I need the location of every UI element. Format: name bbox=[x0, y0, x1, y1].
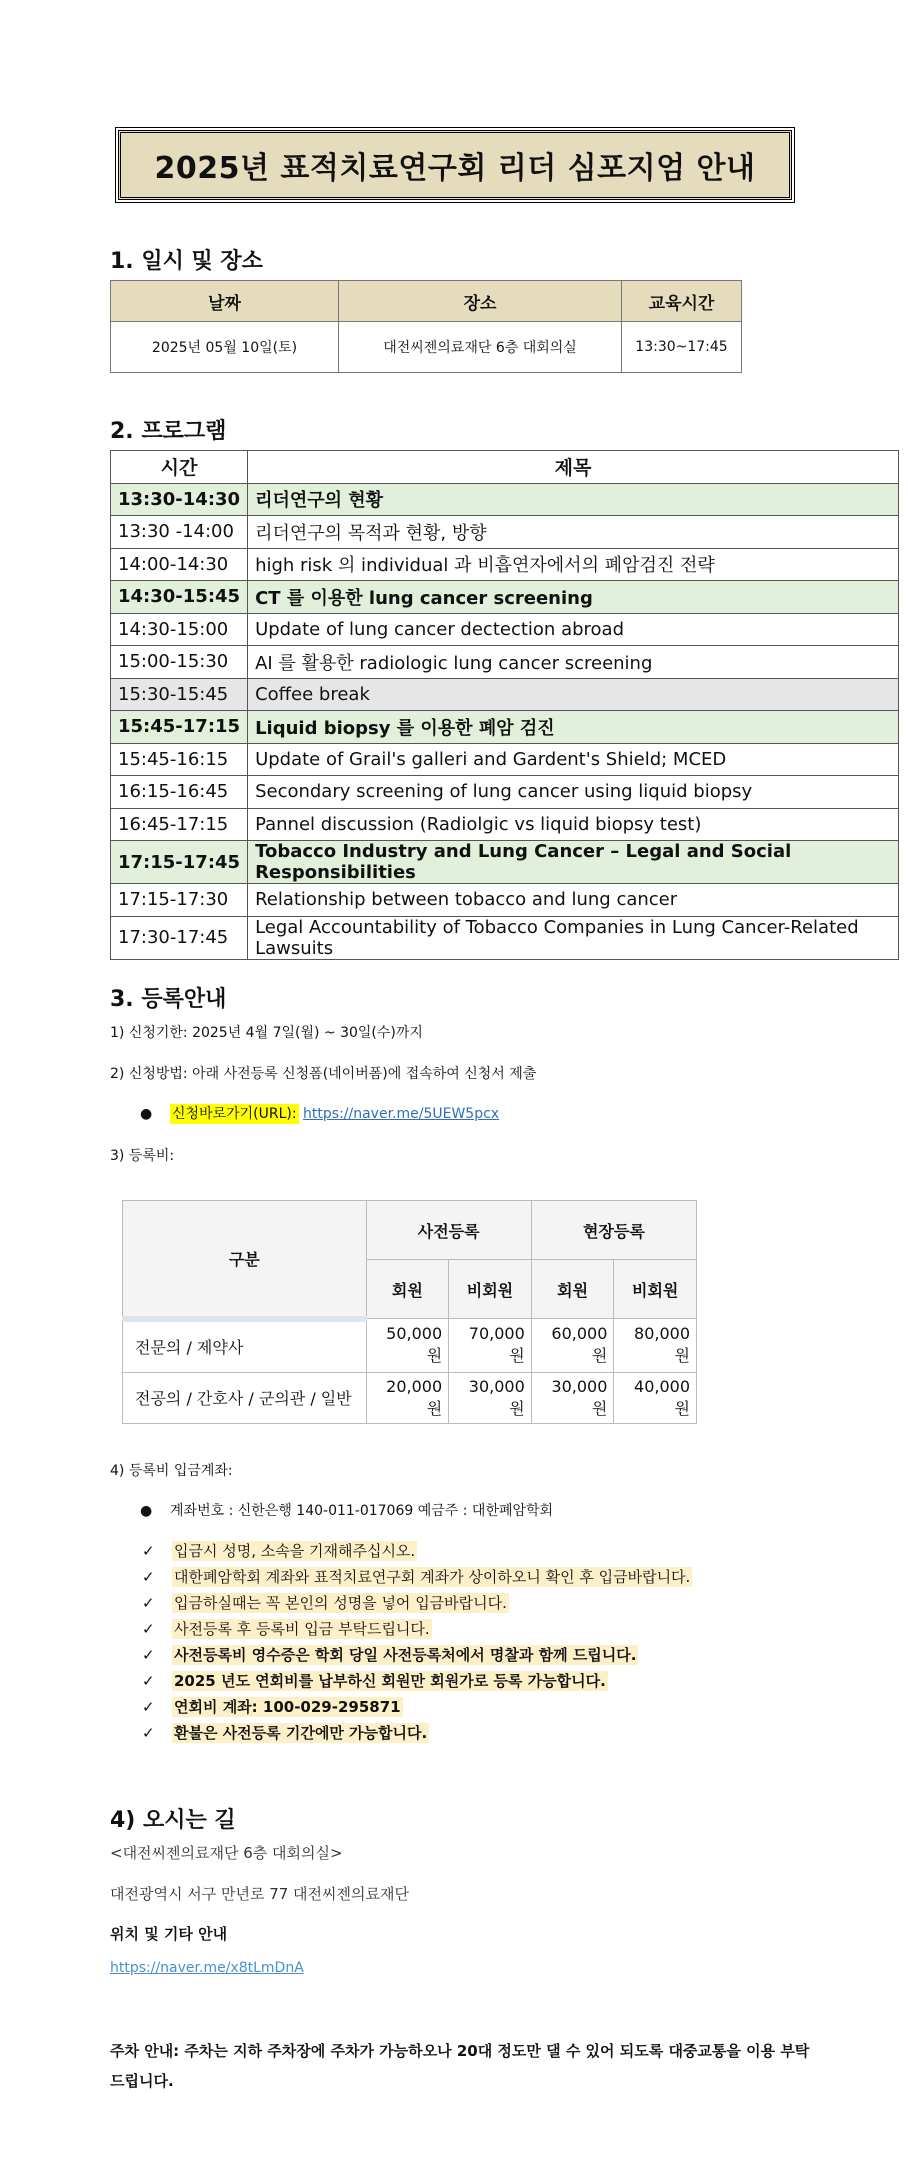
fee-value: 80,000 원 bbox=[614, 1319, 697, 1373]
program-title: AI 를 활용한 radiologic lung cancer screening bbox=[248, 646, 899, 679]
fee-row-label: 전공의 / 간호사 / 군의관 / 일반 bbox=[123, 1372, 367, 1423]
program-time: 14:30-15:00 bbox=[111, 613, 248, 646]
fee-pre-nonmember: 비회원 bbox=[449, 1260, 532, 1319]
program-title: Pannel discussion (Radiolgic vs liquid biopsy test) bbox=[248, 808, 899, 841]
fee-onsite-member: 회원 bbox=[531, 1260, 614, 1319]
program-time: 13:30-14:30 bbox=[111, 483, 248, 516]
section3-heading: 3. 등록안내 bbox=[110, 987, 227, 1012]
fee-value: 70,000 원 bbox=[449, 1319, 532, 1373]
payment-note-text: 입금하실때는 꼭 본인의 성명을 넣어 입금바랍니다. bbox=[174, 1594, 507, 1612]
program-title: Relationship between tobacco and lung cancer bbox=[248, 884, 899, 917]
registration-link[interactable]: https://naver.me/5UEW5pcx bbox=[303, 1106, 500, 1122]
location-label: 위치 및 기타 안내 bbox=[110, 1925, 228, 1943]
program-title: Update of Grail's galleri and Gardent's Shield; MCED bbox=[248, 743, 899, 776]
program-row bbox=[111, 808, 899, 841]
payment-note bbox=[142, 1722, 429, 1743]
fee-row bbox=[123, 1372, 697, 1423]
fee-value: 40,000 원 bbox=[614, 1372, 697, 1423]
parking-notice: 주차 안내: 주차는 지하 주차장에 주차가 가능하오나 20대 정도만 댈 수 있어 되도록 대중교통을 이용 부탁드립니다. bbox=[110, 2042, 810, 2090]
account-bullet bbox=[140, 1500, 553, 1520]
header-venue: 장소 bbox=[339, 281, 622, 322]
program-title: Coffee break bbox=[248, 678, 899, 711]
section4-heading: 4) 오시는 길 bbox=[110, 1808, 236, 1833]
fee-onsite-nonmember: 비회원 bbox=[614, 1260, 697, 1319]
fee-pre-member: 회원 bbox=[366, 1260, 449, 1319]
section1-heading: 1. 일시 및 장소 bbox=[110, 249, 263, 274]
registration-method: 2) 신청방법: 아래 사전등록 신청폼(네이버폼)에 접속하여 신청서 제출 bbox=[110, 1066, 537, 1082]
program-time: 13:30 -14:00 bbox=[111, 516, 248, 549]
program-row bbox=[111, 613, 899, 646]
check-icon: ✓ bbox=[142, 1620, 155, 1638]
link-label: 신청바로가기(URL): bbox=[172, 1106, 297, 1122]
program-time: 17:15-17:45 bbox=[111, 841, 248, 884]
check-icon: ✓ bbox=[142, 1594, 155, 1612]
fee-row bbox=[123, 1319, 697, 1373]
program-time: 15:45-16:15 bbox=[111, 743, 248, 776]
account-info: 계좌번호 : 신한은행 140-011-017069 예금주 : 대한폐암학회 bbox=[170, 1503, 554, 1519]
payment-note bbox=[142, 1566, 692, 1587]
cell-venue: 대전씨젠의료재단 6층 대회의실 bbox=[339, 322, 622, 373]
header-time: 시간 bbox=[111, 451, 248, 484]
account-label: 4) 등록비 입금계좌: bbox=[110, 1463, 233, 1479]
program-title: high risk 의 individual 과 비흡연자에서의 폐암검진 전략 bbox=[248, 548, 899, 581]
program-title: Tobacco Industry and Lung Cancer – Legal and Social Responsibilities bbox=[248, 841, 899, 884]
registration-period: 1) 신청기한: 2025년 4월 7일(월) ~ 30일(수)까지 bbox=[110, 1025, 423, 1041]
program-time: 17:30-17:45 bbox=[111, 916, 248, 959]
link-bullet bbox=[140, 1103, 499, 1123]
program-title: 리더연구의 목적과 현황, 방향 bbox=[248, 516, 899, 549]
check-icon: ✓ bbox=[142, 1698, 155, 1716]
header-title: 제목 bbox=[248, 451, 899, 484]
program-time: 14:00-14:30 bbox=[111, 548, 248, 581]
venue-name: <대전씨젠의료재단 6층 대회의실> bbox=[110, 1844, 343, 1862]
fee-pre-header: 사전등록 bbox=[366, 1201, 531, 1260]
payment-note bbox=[142, 1540, 417, 1561]
program-row bbox=[111, 884, 899, 917]
map-link[interactable]: https://naver.me/x8tLmDnA bbox=[110, 1960, 304, 1976]
bullet-dot-icon: ● bbox=[140, 1106, 171, 1122]
fee-value: 30,000 원 bbox=[531, 1372, 614, 1423]
program-title: Liquid biopsy 를 이용한 폐암 검진 bbox=[248, 711, 899, 744]
check-icon: ✓ bbox=[142, 1542, 155, 1560]
program-time: 15:00-15:30 bbox=[111, 646, 248, 679]
check-icon: ✓ bbox=[142, 1568, 155, 1586]
payment-note-text: 2025 년도 연회비를 납부하신 회원만 회원가로 등록 가능합니다. bbox=[174, 1672, 606, 1690]
program-time: 16:15-16:45 bbox=[111, 776, 248, 809]
fee-category-header: 구분 bbox=[123, 1201, 367, 1319]
header-time: 교육시간 bbox=[622, 281, 742, 322]
schedule-table bbox=[110, 280, 742, 373]
payment-note bbox=[142, 1592, 509, 1613]
fee-value: 30,000 원 bbox=[449, 1372, 532, 1423]
program-title: Secondary screening of lung cancer using liquid biopsy bbox=[248, 776, 899, 809]
program-time: 16:45-17:15 bbox=[111, 808, 248, 841]
fee-table bbox=[122, 1200, 697, 1424]
payment-note-text: 대한폐암학회 계좌와 표적치료연구회 계좌가 상이하오니 확인 후 입금바랍니다. bbox=[174, 1568, 691, 1586]
payment-note bbox=[142, 1618, 432, 1639]
program-time: 15:45-17:15 bbox=[111, 711, 248, 744]
payment-note-text: 입금시 성명, 소속을 기재해주십시오. bbox=[174, 1542, 416, 1560]
program-row bbox=[111, 678, 899, 711]
payment-note-text: 연회비 계좌: 100-029-295871 bbox=[174, 1698, 401, 1716]
program-title: 리더연구의 현황 bbox=[248, 483, 899, 516]
check-icon: ✓ bbox=[142, 1724, 155, 1742]
fee-onsite-header: 현장등록 bbox=[531, 1201, 696, 1260]
program-row bbox=[111, 711, 899, 744]
payment-note-text: 환불은 사전등록 기간에만 가능합니다. bbox=[174, 1724, 428, 1742]
program-row bbox=[111, 581, 899, 614]
program-row bbox=[111, 548, 899, 581]
header-date: 날짜 bbox=[111, 281, 339, 322]
program-table bbox=[110, 450, 899, 960]
payment-note-text: 사전등록비 영수증은 학회 당일 사전등록처에서 명찰과 함께 드립니다. bbox=[174, 1646, 637, 1664]
program-title: Legal Accountability of Tobacco Companies in Lung Cancer-Related Lawsuits bbox=[248, 916, 899, 959]
program-time: 14:30-15:45 bbox=[111, 581, 248, 614]
program-row bbox=[111, 483, 899, 516]
program-row bbox=[111, 516, 899, 549]
cell-date: 2025년 05월 10일(토) bbox=[111, 322, 339, 373]
program-row bbox=[111, 646, 899, 679]
payment-note bbox=[142, 1696, 403, 1717]
fee-row-label: 전문의 / 제약사 bbox=[123, 1319, 367, 1373]
program-time: 17:15-17:30 bbox=[111, 884, 248, 917]
cell-time: 13:30~17:45 bbox=[622, 322, 742, 373]
program-title: Update of lung cancer dectection abroad bbox=[248, 613, 899, 646]
program-title: CT 를 이용한 lung cancer screening bbox=[248, 581, 899, 614]
fee-value: 60,000 원 bbox=[531, 1319, 614, 1373]
document-title: 2025년 표적치료연구회 리더 심포지엄 안내 bbox=[118, 130, 792, 200]
program-row bbox=[111, 776, 899, 809]
fee-label: 3) 등록비: bbox=[110, 1148, 175, 1164]
program-row bbox=[111, 916, 899, 959]
venue-address: 대전광역시 서구 만년로 77 대전씨젠의료재단 bbox=[110, 1885, 409, 1903]
section2-heading: 2. 프로그램 bbox=[110, 419, 227, 444]
payment-note-text: 사전등록 후 등록비 입금 부탁드립니다. bbox=[174, 1620, 430, 1638]
bullet-dot-icon: ● bbox=[140, 1503, 171, 1519]
fee-value: 50,000 원 bbox=[366, 1319, 449, 1373]
payment-note bbox=[142, 1670, 608, 1691]
program-time: 15:30-15:45 bbox=[111, 678, 248, 711]
program-row bbox=[111, 743, 899, 776]
check-icon: ✓ bbox=[142, 1672, 155, 1690]
check-icon: ✓ bbox=[142, 1646, 155, 1664]
payment-note bbox=[142, 1644, 638, 1665]
fee-value: 20,000 원 bbox=[366, 1372, 449, 1423]
program-row bbox=[111, 841, 899, 884]
